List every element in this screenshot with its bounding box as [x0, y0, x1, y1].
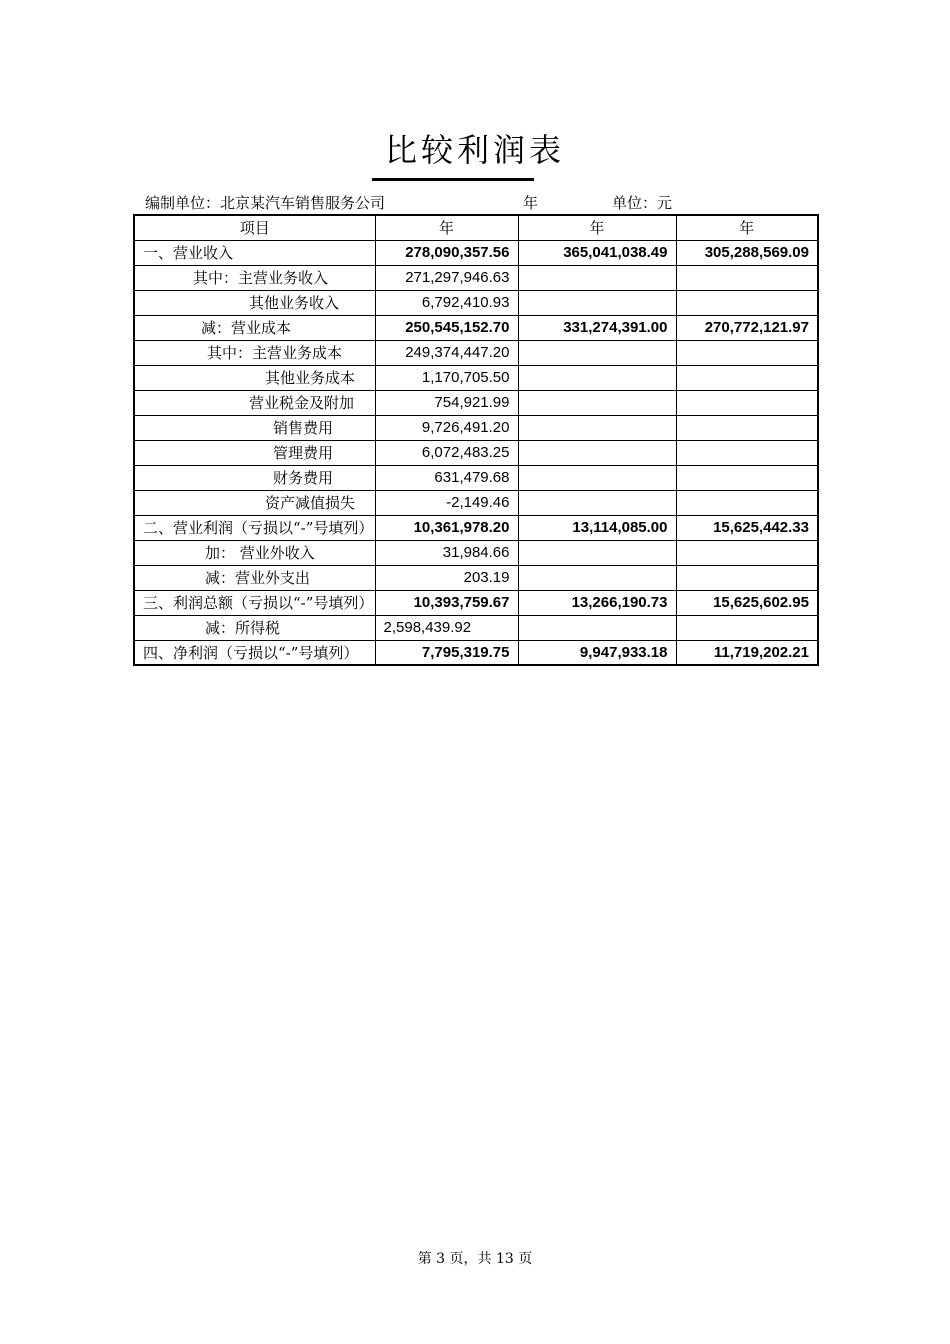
row-value — [676, 490, 818, 515]
income-statement-table — [133, 214, 819, 666]
table-row — [134, 590, 818, 615]
table-row — [134, 240, 818, 265]
row-label: 资产减值损失 — [134, 490, 375, 515]
row-label: 一、营业收入 — [134, 240, 375, 265]
table-row — [134, 365, 818, 390]
table-row — [134, 490, 818, 515]
table-row — [134, 390, 818, 415]
row-label: 其中：主营业务收入 — [134, 265, 375, 290]
row-value: 13,114,085.00 — [518, 515, 676, 540]
page-footer: 第 3 页，共 13 页 — [417, 1251, 533, 1267]
table-row — [134, 315, 818, 340]
row-label: 二、营业利润（亏损以“-”号填列） — [134, 515, 375, 540]
row-value — [518, 490, 676, 515]
row-value: 331,274,391.00 — [518, 315, 676, 340]
row-value — [676, 390, 818, 415]
row-value: 6,072,483.25 — [375, 440, 518, 465]
row-label: 销售费用 — [134, 415, 375, 440]
row-label: 其他业务收入 — [134, 290, 375, 315]
row-value — [518, 415, 676, 440]
row-value: 2,598,439.92 — [375, 615, 518, 640]
row-value — [676, 565, 818, 590]
table-row — [134, 615, 818, 640]
row-value — [518, 290, 676, 315]
row-value — [676, 365, 818, 390]
row-label: 管理费用 — [134, 440, 375, 465]
row-value: 631,479.68 — [375, 465, 518, 490]
table-row — [134, 640, 818, 665]
row-value — [676, 340, 818, 365]
row-value: 6,792,410.93 — [375, 290, 518, 315]
column-header-year: 年 — [375, 215, 518, 240]
row-label: 营业税金及附加 — [134, 390, 375, 415]
row-value — [676, 290, 818, 315]
row-value: -2,149.46 — [375, 490, 518, 515]
table-header-row — [134, 215, 818, 240]
row-value: 305,288,569.09 — [676, 240, 818, 265]
table-row — [134, 465, 818, 490]
table-row — [134, 440, 818, 465]
title-underline — [372, 178, 534, 181]
row-value: 270,772,121.97 — [676, 315, 818, 340]
row-value — [518, 340, 676, 365]
table-row — [134, 265, 818, 290]
company-label: 编制单位：北京某汽车销售服务公司 — [145, 194, 386, 212]
row-value: 271,297,946.63 — [375, 265, 518, 290]
unit-label: 单位：元 — [612, 194, 673, 212]
row-label: 减：营业外支出 — [134, 565, 375, 590]
row-value: 10,393,759.67 — [375, 590, 518, 615]
row-value: 250,545,152.70 — [375, 315, 518, 340]
table-row — [134, 340, 818, 365]
row-label: 其他业务成本 — [134, 365, 375, 390]
table-row — [134, 515, 818, 540]
table-row — [134, 415, 818, 440]
row-value: 754,921.99 — [375, 390, 518, 415]
row-value — [518, 615, 676, 640]
row-label: 减：营业成本 — [134, 315, 375, 340]
row-value — [518, 565, 676, 590]
column-header-year: 年 — [676, 215, 818, 240]
row-value — [676, 415, 818, 440]
row-value — [518, 465, 676, 490]
column-header-year: 年 — [518, 215, 676, 240]
row-value: 9,947,933.18 — [518, 640, 676, 665]
row-label: 加： 营业外收入 — [134, 540, 375, 565]
row-value: 1,170,705.50 — [375, 365, 518, 390]
row-value: 9,726,491.20 — [375, 415, 518, 440]
row-label: 其中：主营业务成本 — [134, 340, 375, 365]
row-value: 10,361,978.20 — [375, 515, 518, 540]
row-value: 11,719,202.21 — [676, 640, 818, 665]
row-value: 13,266,190.73 — [518, 590, 676, 615]
row-value: 278,090,357.56 — [375, 240, 518, 265]
row-label: 财务费用 — [134, 465, 375, 490]
report-title: 比较利润表 — [384, 131, 565, 169]
table-row — [134, 290, 818, 315]
row-value — [518, 265, 676, 290]
column-header-item: 项目 — [134, 215, 375, 240]
year-label: 年 — [523, 194, 539, 212]
row-label: 三、利润总额（亏损以“-”号填列） — [134, 590, 375, 615]
row-label: 减：所得税 — [134, 615, 375, 640]
row-value: 249,374,447.20 — [375, 340, 518, 365]
row-value: 31,984.66 — [375, 540, 518, 565]
row-value — [518, 540, 676, 565]
row-value — [518, 440, 676, 465]
row-value: 365,041,038.49 — [518, 240, 676, 265]
row-value — [676, 465, 818, 490]
table-row — [134, 565, 818, 590]
table-row — [134, 540, 818, 565]
row-value: 7,795,319.75 — [375, 640, 518, 665]
row-value — [676, 440, 818, 465]
row-value: 15,625,602.95 — [676, 590, 818, 615]
row-value: 15,625,442.33 — [676, 515, 818, 540]
row-value — [676, 540, 818, 565]
row-value: 203.19 — [375, 565, 518, 590]
row-value — [518, 365, 676, 390]
row-value — [518, 390, 676, 415]
row-value — [676, 265, 818, 290]
row-label: 四、净利润（亏损以“-”号填列） — [134, 640, 375, 665]
row-value — [676, 615, 818, 640]
